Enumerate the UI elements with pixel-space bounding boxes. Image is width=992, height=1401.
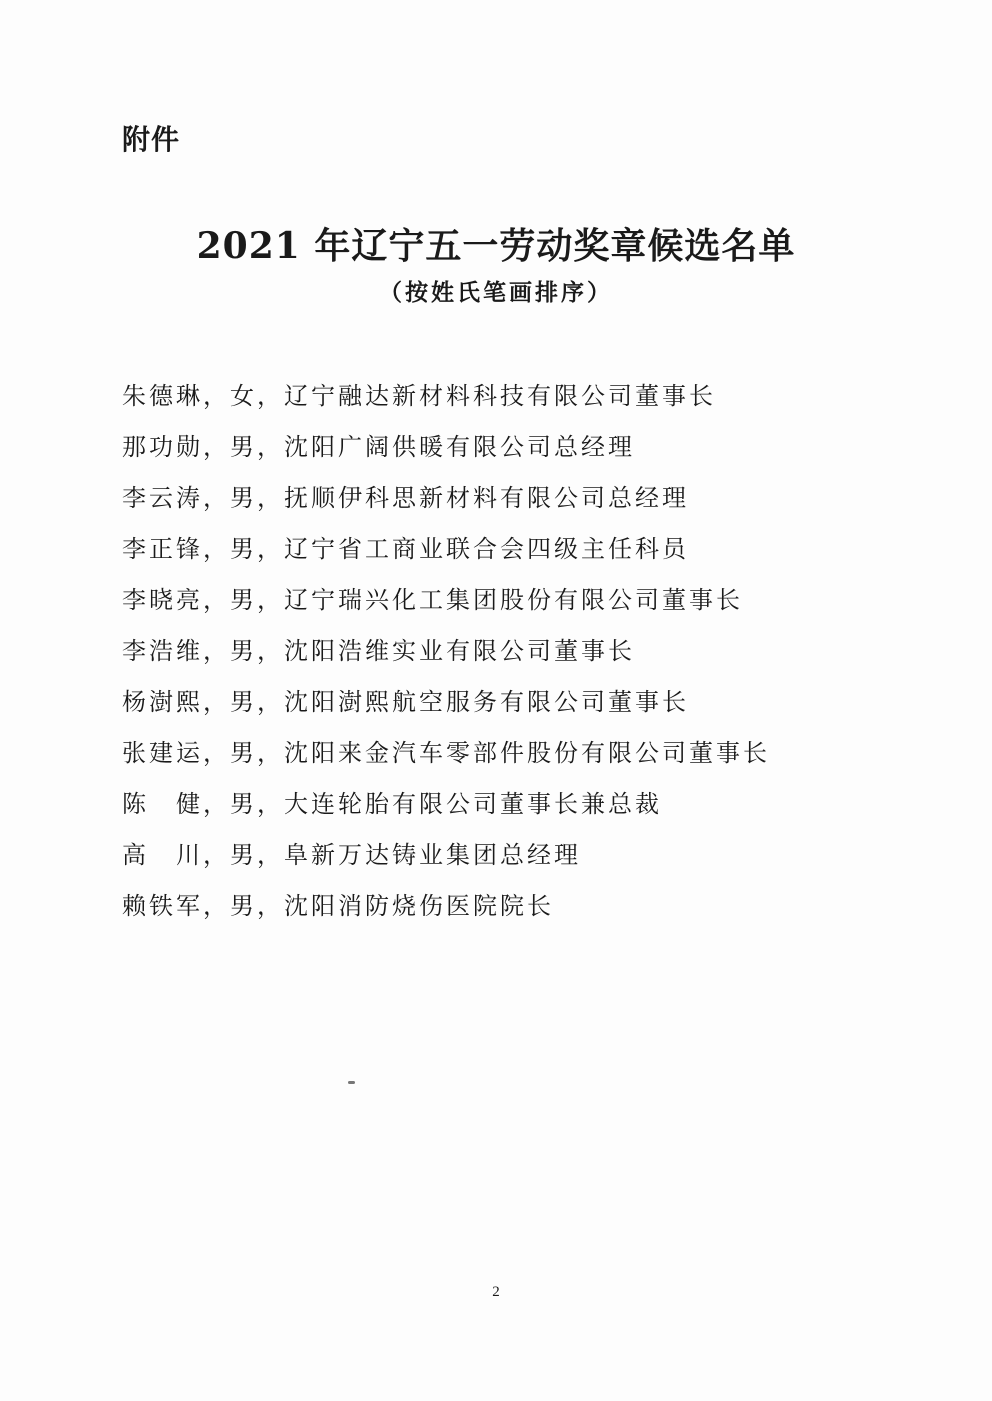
- page-number: 2: [492, 1284, 500, 1300]
- nominee-row: 朱德琳，女，辽宁融达新材料科技有限公司董事长: [122, 382, 716, 410]
- nominee-row: 陈 健，男，大连轮胎有限公司董事长兼总裁: [122, 790, 662, 818]
- nominee-row: 赖铁军，男，沈阳消防烧伤医院院长: [122, 892, 554, 920]
- document-subtitle: （按姓氏笔画排序）: [379, 280, 613, 306]
- nominee-row: 杨澍熙，男，沈阳澍熙航空服务有限公司董事长: [122, 688, 689, 716]
- attachment-label: 附件: [122, 123, 181, 156]
- scan-speck: [348, 1081, 355, 1084]
- nominee-list: [122, 378, 902, 939]
- nominee-row: 李正锋，男，辽宁省工商业联合会四级主任科员: [122, 535, 689, 563]
- nominee-row: 李云涛，男，抚顺伊科思新材料有限公司总经理: [122, 484, 689, 512]
- nominee-row: 高 川，男，阜新万达铸业集团总经理: [122, 841, 581, 869]
- nominee-row: 那功勋，男，沈阳广阔供暖有限公司总经理: [122, 433, 635, 461]
- nominee-row: 张建运，男，沈阳来金汽车零部件股份有限公司董事长: [122, 739, 770, 767]
- nominee-row: 李晓亮，男，辽宁瑞兴化工集团股份有限公司董事长: [122, 586, 743, 614]
- nominee-row: 李浩维，男，沈阳浩维实业有限公司董事长: [122, 637, 635, 665]
- document-title: 2021 年辽宁五一劳动奖章候选名单: [196, 225, 796, 267]
